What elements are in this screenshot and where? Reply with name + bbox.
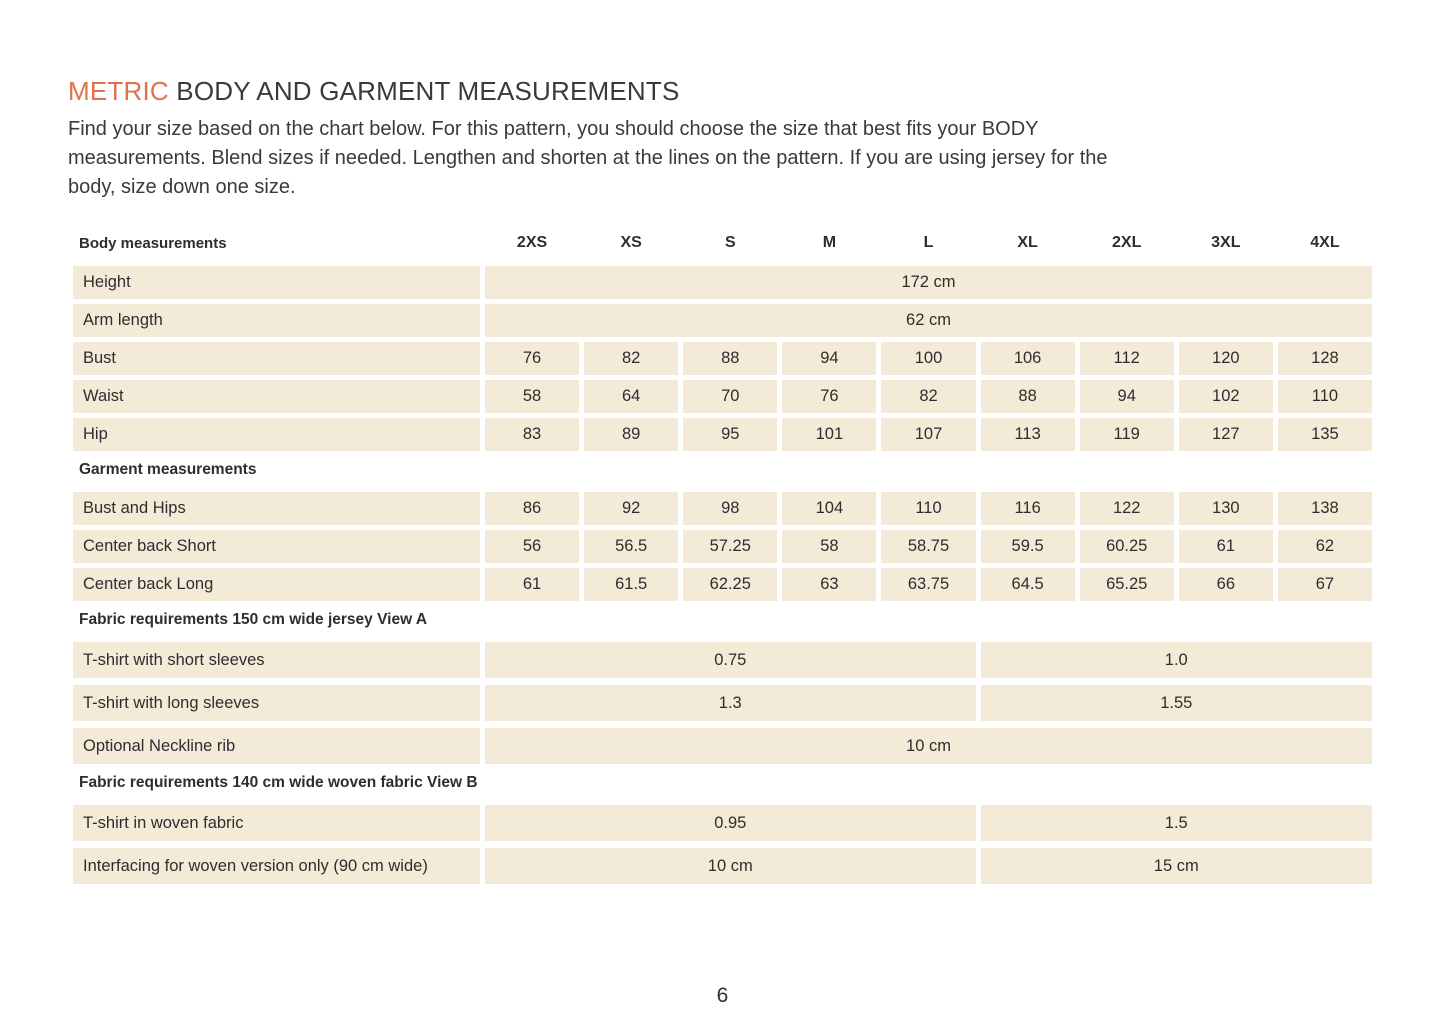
value-cell: 61 [485,568,579,601]
row-label: Center back Short [73,530,480,563]
value-cell: 64.5 [981,568,1075,601]
value-cell: 119 [1080,418,1174,451]
value-cell: 57.25 [683,530,777,563]
value-cell: 58 [485,380,579,413]
value-cell: 65.25 [1080,568,1174,601]
table-row [73,418,1372,451]
size-column-header: 3XL [1211,234,1241,251]
title-accent: METRIC [68,76,169,106]
page-number: 6 [716,984,729,1007]
merged-value-cell: 1.0 [981,642,1372,678]
value-cell: 63.75 [881,568,975,601]
value-cell: 116 [981,492,1075,525]
value-cell: 76 [485,342,579,375]
table-row [73,304,1372,337]
value-cell: 120 [1179,342,1273,375]
value-cell: 88 [981,380,1075,413]
row-label: Optional Neckline rib [73,728,480,764]
row-label: Arm length [73,304,480,337]
table-header-row [73,228,1372,252]
value-cell: 56.5 [584,530,678,563]
table-row [73,728,1372,764]
value-cell: 94 [1080,380,1174,413]
merged-value-cell: 1.5 [981,805,1372,841]
row-label: Hip [73,418,480,451]
value-cell: 127 [1179,418,1273,451]
column-header-label: Body measurements [79,235,227,252]
value-cell: 62.25 [683,568,777,601]
row-label: Interfacing for woven version only (90 cm wide) [73,848,480,884]
value-cell: 112 [1080,342,1174,375]
value-cell: 98 [683,492,777,525]
size-column-header: XS [620,234,642,251]
value-cell: 89 [584,418,678,451]
merged-value-cell: 62 cm [485,304,1372,337]
value-cell: 61.5 [584,568,678,601]
table-row [73,530,1372,563]
value-cell: 110 [881,492,975,525]
value-cell: 113 [981,418,1075,451]
size-column-header: 2XS [516,234,548,251]
size-column-header: S [724,234,736,251]
table-section-header: Fabric requirements 150 cm wide jersey View A [79,611,428,628]
value-cell: 61 [1179,530,1273,563]
value-cell: 76 [782,380,876,413]
table-row [73,805,1372,841]
merged-value-cell: 0.75 [485,642,976,678]
table-row [73,342,1372,375]
value-cell: 58 [782,530,876,563]
value-cell: 59.5 [981,530,1075,563]
value-cell: 82 [881,380,975,413]
value-cell: 58.75 [881,530,975,563]
size-column-header: M [822,234,837,251]
table-row [73,380,1372,413]
value-cell: 135 [1278,418,1372,451]
size-column-header: L [923,234,934,251]
row-label: Center back Long [73,568,480,601]
value-cell: 67 [1278,568,1372,601]
merged-value-cell: 1.55 [981,685,1372,721]
value-cell: 122 [1080,492,1174,525]
value-cell: 100 [881,342,975,375]
value-cell: 130 [1179,492,1273,525]
table-row [73,492,1372,525]
merged-value-cell: 10 cm [485,848,976,884]
value-cell: 63 [782,568,876,601]
size-column-header: 4XL [1310,234,1340,251]
value-cell: 110 [1278,380,1372,413]
table-row [73,642,1372,678]
value-cell: 107 [881,418,975,451]
value-cell: 101 [782,418,876,451]
value-cell: 102 [1179,380,1273,413]
page-title [68,76,1445,107]
table-row [73,568,1372,601]
value-cell: 62 [1278,530,1372,563]
value-cell: 88 [683,342,777,375]
intro-line: Find your size based on the chart below. For this pattern, you should choose the size that best fits your BODY [68,118,1039,140]
intro-paragraph [68,115,1445,202]
size-column-header: XL [1017,234,1038,251]
value-cell: 95 [683,418,777,451]
row-label: Height [73,266,480,299]
merged-value-cell: 15 cm [981,848,1372,884]
row-label: T-shirt in woven fabric [73,805,480,841]
row-label: T-shirt with long sleeves [73,685,480,721]
value-cell: 56 [485,530,579,563]
title-rest: BODY AND GARMENT MEASUREMENTS [168,76,680,106]
value-cell: 70 [683,380,777,413]
value-cell: 92 [584,492,678,525]
merged-value-cell: 1.3 [485,685,976,721]
table-row [73,685,1372,721]
intro-line: measurements. Blend sizes if needed. Lengthen and shorten at the lines on the pattern. If you are using jersey for the [68,147,1108,169]
value-cell: 60.25 [1080,530,1174,563]
row-label: Waist [73,380,480,413]
row-label: Bust [73,342,480,375]
value-cell: 138 [1278,492,1372,525]
table-section-header: Fabric requirements 140 cm wide woven fabric View B [79,774,478,791]
value-cell: 94 [782,342,876,375]
row-label: T-shirt with short sleeves [73,642,480,678]
value-cell: 64 [584,380,678,413]
value-cell: 104 [782,492,876,525]
value-cell: 86 [485,492,579,525]
size-column-header: 2XL [1112,234,1142,251]
value-cell: 83 [485,418,579,451]
merged-value-cell: 10 cm [485,728,1372,764]
merged-value-cell: 172 cm [485,266,1372,299]
value-cell: 128 [1278,342,1372,375]
row-label: Bust and Hips [73,492,480,525]
value-cell: 66 [1179,568,1273,601]
value-cell: 106 [981,342,1075,375]
table-section-header: Garment measurements [79,461,257,478]
intro-line: body, size down one size. [68,176,296,198]
value-cell: 82 [584,342,678,375]
merged-value-cell: 0.95 [485,805,976,841]
table-row [73,266,1372,299]
measurement-table [73,228,1372,884]
table-row [73,848,1372,884]
